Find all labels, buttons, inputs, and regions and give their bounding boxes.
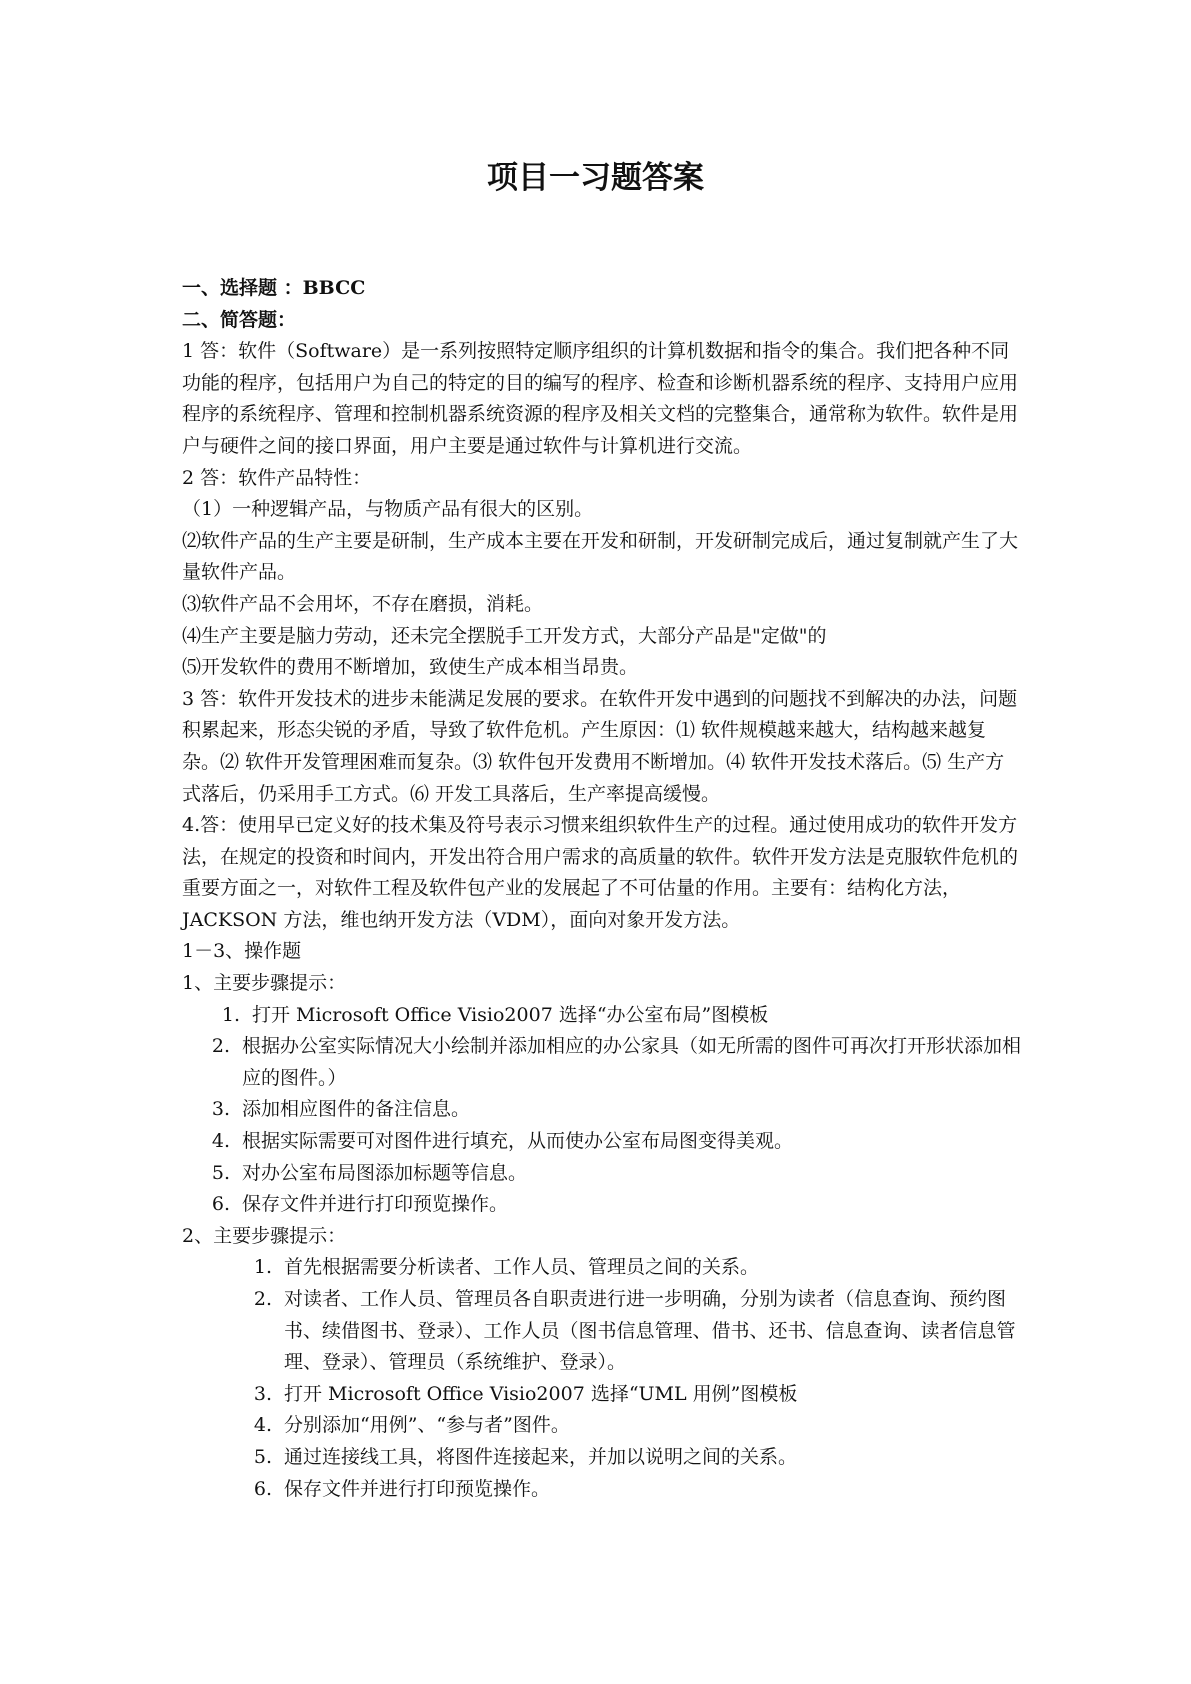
task-2-step — [182, 1252, 1022, 1284]
task-1-step — [182, 1094, 1022, 1126]
task-2-step — [182, 1410, 1022, 1442]
step-text: 添加相应图件的备注信息。 — [242, 1098, 471, 1121]
task-1-step — [182, 1126, 1022, 1158]
task-1-step — [182, 1031, 1022, 1094]
step-text: 分别添加“用例”、“参与者”图件。 — [284, 1414, 570, 1437]
task-2-step — [182, 1379, 1022, 1411]
answer-2-item: ⑶软件产品不会用坏，不存在磨损，消耗。 — [182, 592, 544, 615]
step-text: 保存文件并进行打印预览操作。 — [242, 1193, 509, 1216]
section-choice — [182, 273, 1022, 305]
section-operation-label: 1－3、操作题 — [182, 940, 302, 963]
step-number: 1. — [253, 1256, 272, 1279]
step-number: 2. — [253, 1288, 272, 1310]
step-text: 对办公室布局图添加标题等信息。 — [242, 1161, 528, 1184]
step-text: 通过连接线工具，将图件连接起来，并加以说明之间的关系。 — [284, 1445, 798, 1468]
step-text: 根据实际需要可对图件进行填充，从而使办公室布局图变得美观。 — [242, 1130, 794, 1153]
task-1-step — [182, 1189, 1022, 1221]
answer-2-item: ⑷生产主要是脑力劳动，还未完全摆脱手工开发方式，大部分产品是"定做"的 — [182, 624, 827, 647]
page-title: 项目一习题答案 — [487, 160, 704, 196]
section-short-answer-label: 二、简答题： — [182, 308, 297, 331]
step-number: 6. — [253, 1477, 272, 1500]
step-text: 根据办公室实际情况大小绘制并添加相应的办公家具（如无所需的图件可再次打开形状添加相应的图件。） — [242, 1035, 1022, 1089]
document-body — [182, 273, 1022, 1505]
section-choice-answer: BBCC — [302, 277, 366, 299]
answer-4: 4.答：使用早已定义好的技术集及符号表示习惯来组织软件生产的过程。通过使用成功的软件开发方法，在规定的投资和时间内，开发出符合用户需求的高质量的软件。软件开发方法是克服软件危机的重要方面之一，对软件工程及软件包产业的发展起了不可估量的作用。主要有：结构化方法，JACKSON 方法，维也纳开发方法（VDM），面向对象开发方法。 — [182, 814, 1019, 931]
answer-2-item: ⑵软件产品的生产主要是研制，生产成本主要在开发和研制，开发研制完成后，通过复制就产生了大量软件产品。 — [182, 529, 1019, 584]
step-number: 4. — [253, 1414, 272, 1437]
task-2-step — [182, 1284, 1022, 1379]
task-1-head: 1、主要步骤提示： — [182, 972, 347, 995]
step-number: 2. — [211, 1035, 230, 1058]
task-2-step — [182, 1442, 1022, 1474]
step-number: 3. — [211, 1098, 230, 1121]
step-number: 5. — [253, 1445, 272, 1468]
answer-3: 3 答：软件开发技术的进步未能满足发展的要求。在软件开发中遇到的问题找不到解决的办法，问题积累起来，形态尖锐的矛盾，导致了软件危机。产生原因：⑴ 软件规模越来越大，结构越来越复杂。⑵ 软件开发管理困难而复杂。⑶ 软件包开发费用不断增加。⑷ 软件开发技术落后。⑸ 生产方式落后，仍采用手工方式。⑹ 开发工具落后，生产率提高缓慢。 — [182, 687, 1018, 805]
step-number: 3. — [253, 1382, 272, 1405]
step-text: 对读者、工作人员、管理员各自职责进行进一步明确，分别为读者（信息查询、预约图书、续借图书、登录）、工作人员（图书信息管理、借书、还书、信息查询、读者信息管理、登录）、管理员（系统维护、登录）。 — [284, 1288, 1016, 1374]
task-1-step — [182, 1000, 1022, 1032]
task-2-step — [182, 1474, 1022, 1506]
step-text: 打开 Microsoft Office Visio2007 选择“办公室布局”图模板 — [252, 1003, 769, 1026]
step-text: 保存文件并进行打印预览操作。 — [284, 1477, 551, 1500]
answer-2-item: （1）一种逻辑产品，与物质产品有很大的区别。 — [182, 498, 594, 521]
step-number: 1. — [221, 1003, 240, 1026]
section-choice-label: 一、选择题 ： — [182, 277, 303, 299]
step-number: 5. — [211, 1161, 230, 1184]
step-number: 6. — [211, 1193, 230, 1216]
answer-2-item: ⑸开发软件的费用不断增加，致使生产成本相当昂贵。 — [182, 656, 639, 679]
step-number: 4. — [211, 1130, 230, 1153]
answer-2-head: 2 答：软件产品特性： — [182, 466, 372, 489]
task-1-step — [182, 1158, 1022, 1190]
task-2-head: 2、主要步骤提示： — [182, 1224, 347, 1247]
step-text: 首先根据需要分析读者、工作人员、管理员之间的关系。 — [284, 1256, 760, 1279]
step-text: 打开 Microsoft Office Visio2007 选择“UML 用例”图模板 — [284, 1382, 798, 1405]
answer-1: 1 答：软件（Software）是一系列按照特定顺序组织的计算机数据和指令的集合。我们把各种不同功能的程序，包括用户为自己的特定的目的编写的程序、检查和诊断机器系统的程序、支持用户应用程序的系统程序、管理和控制机器系统资源的程序及相关文档的完整集合，通常称为软件。软件是用户与硬件之间的接口界面，用户主要是通过软件与计算机进行交流。 — [182, 340, 1019, 457]
